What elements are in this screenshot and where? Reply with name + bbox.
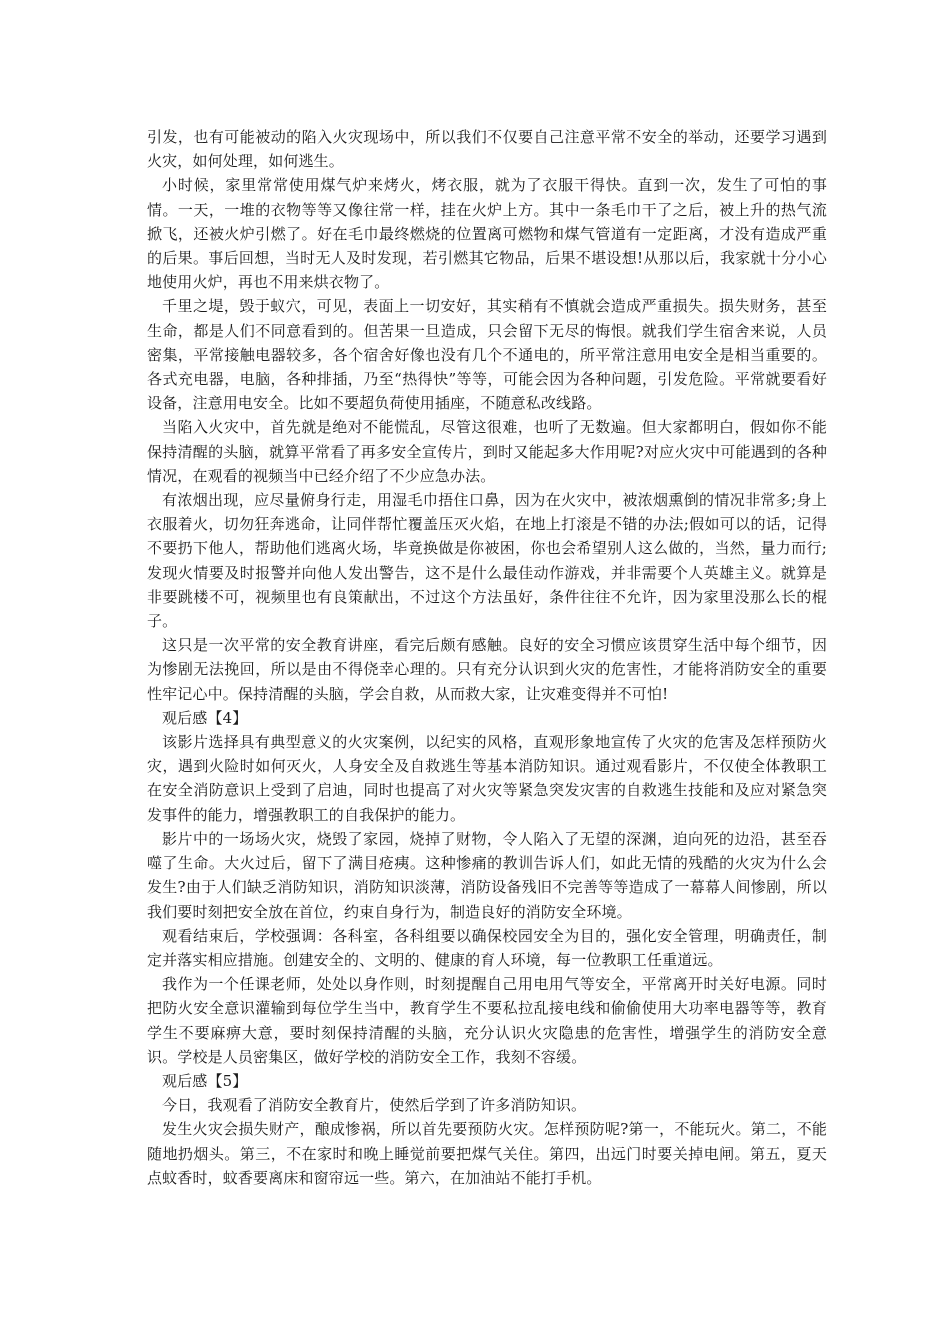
paragraph: 有浓烟出现，应尽量俯身行走，用湿毛巾捂住口鼻，因为在火灾中，被浓烟熏倒的情况非常多;身上衣服着火，切勿狂奔逃命，让同伴帮忙覆盖压灭火焰，在地上打滚是不错的办法;假如可以的话，记得不要扔下他人，帮助他们逃离火场，毕竟换做是你被困，你也会希望别人这么做的，当然，量力而行;发现火情要及时报警并向他人发出警告，这不是什么最佳动作游戏，并非需要个人英雄主义。就算是非要跳楼不可，视频里也有良策献出，不过这个方法虽好，条件往往不允许，因为家里没那么长的棍子。 [147, 491, 827, 631]
paragraph: 小时候，家里常常使用煤气炉来烤火，烤衣服，就为了衣服干得快。直到一次，发生了可怕的事情。一天，一堆的衣物等等又像往常一样，挂在火炉上方。其中一条毛巾干了之后，被上升的热气流掀飞，还被火炉引燃了。好在毛巾最终燃烧的位置离可燃物和煤气管道有一定距离，才没有造成严重的后果。事后回想，当时无人及时发现，若引燃其它物品，后果不堪设想!从那以后，我家就十分小心地使用火炉，再也不用来烘衣物了。 [147, 176, 827, 292]
document-body [147, 125, 827, 1190]
paragraph: 我作为一个任课老师，处处以身作则，时刻提醒自己用电用气等安全，平常离开时关好电源。同时把防火安全意识灌输到每位学生当中，教育学生不要私拉乱接电线和偷偷使用大功率电器等等，教育学生不要麻痹大意，要时刻保持清醒的头脑，充分认识火灾隐患的危害性，增强学生的消防安全意识。学校是人员密集区，做好学校的消防安全工作，我刻不容缓。 [147, 975, 827, 1066]
paragraph: 这只是一次平常的安全教育讲座，看完后颇有感触。良好的安全习惯应该贯穿生活中每个细节，因为惨剧无法挽回，所以是由不得侥幸心理的。只有充分认识到火灾的危害性，才能将消防安全的重要性牢记心中。保持清醒的头脑，学会自救，从而救大家，让灾难变得并不可怕! [147, 636, 827, 703]
paragraph: 今日，我观看了消防安全教育片，使然后学到了许多消防知识。 [162, 1096, 587, 1115]
paragraph: 发生火灾会损失财产，酿成惨祸，所以首先要预防火灾。怎样预防呢?第一，不能玩火。第二，不能随地扔烟头。第三，不在家时和晚上睡觉前要把煤气关住。第四，出远门时要关掉电闸。第五，夏天点蚊香时，蚊香要离床和窗帘远一些。第六，在加油站不能打手机。 [147, 1120, 827, 1187]
section-heading: 观后感【4】 [162, 708, 248, 727]
paragraph: 千里之堤，毁于蚁穴，可见，表面上一切安好，其实稍有不慎就会造成严重损失。损失财务，甚至生命，都是人们不同意看到的。但苦果一旦造成，只会留下无尽的悔恨。就我们学生宿舍来说，人员密集，平常接触电器较多，各个宿舍好像也没有几个不通电的，所平常注意用电安全是相当重要的。各式充电器，电脑，各种排插，乃至“热得快”等等，可能会因为各种问题，引发危险。平常就要看好设备，注意用电安全。比如不要超负荷使用插座，不随意私改线路。 [147, 297, 827, 413]
paragraph: 该影片选择具有典型意义的火灾案例，以纪实的风格，直观形象地宣传了火灾的危害及怎样预防火灾，遇到火险时如何灭火，人身安全及自救逃生等基本消防知识。通过观看影片，不仅使全体教职工在安全消防意识上受到了启迪，同时也提高了对火灾等紧急突发灾害的自救逃生技能和及应对紧急突发事件的能力，增强教职工的自我保护的能力。 [147, 733, 827, 824]
section-heading: 观后感【5】 [162, 1071, 248, 1090]
paragraph: 影片中的一场场火灾，烧毁了家园，烧掉了财物，令人陷入了无望的深渊，迫向死的边沿，甚至吞噬了生命。大火过后，留下了满目疮痍。这种惨痛的教训告诉人们，如此无情的残酷的火灾为什么会发生?由于人们缺乏消防知识，消防知识淡薄，消防设备残旧不完善等等造成了一幕幕人间惨剧，所以我们要时刻把安全放在首位，约束自身行为，制造良好的消防安全环境。 [147, 829, 827, 921]
paragraph: 引发，也有可能被动的陷入火灾现场中，所以我们不仅要自己注意平常不安全的举动，还要学习遇到火灾，如何处理，如何逃生。 [147, 128, 827, 171]
paragraph: 当陷入火灾中，首先就是绝对不能慌乱，尽管这很难，也听了无数遍。但大家都明白，假如你不能保持清醒的头脑，就算平常看了再多安全宣传片，到时又能起多大作用呢?对应火灾中可能遇到的各种情况，在观看的视频当中已经介绍了不少应急办法。 [147, 418, 827, 485]
paragraph: 观看结束后，学校强调：各科室，各科组要以确保校园安全为目的，强化安全管理，明确责任，制定并落实相应措施。创建安全的、文明的、健康的育人环境，每一位教职工任重道远。 [147, 926, 827, 969]
